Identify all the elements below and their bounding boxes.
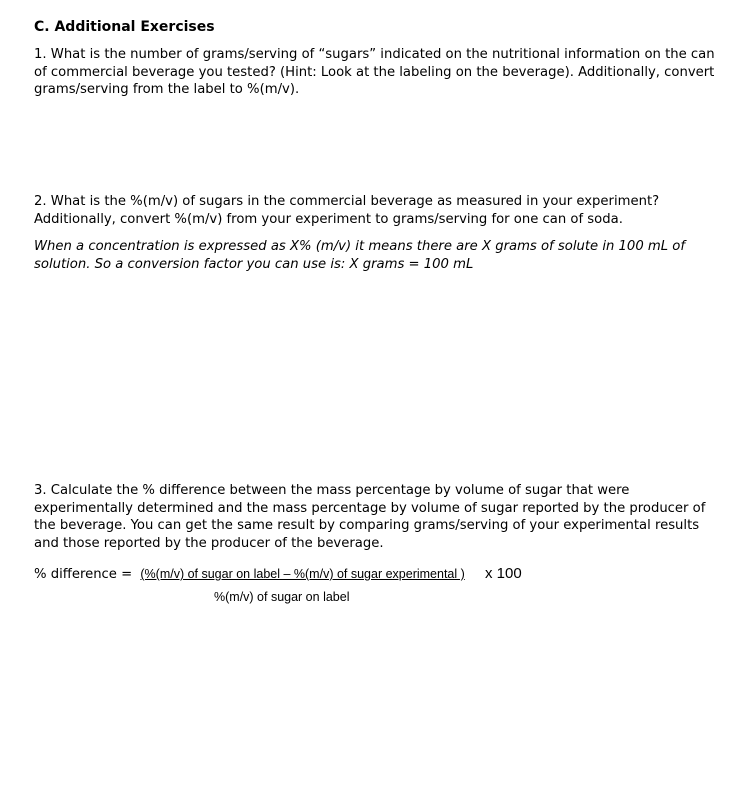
question-1-text: 1. What is the number of grams/serving of “sugars” indicated on the nutritional information on the can of commercial beverage you tested? (Hint: Look at the labeling on the beverage). Additionally, convert grams/serving from the label to %(m/v). — [34, 47, 715, 98]
formula-label: % difference = — [34, 567, 133, 582]
question-3-text: 3. Calculate the % difference between the mass percentage by volume of sugar that were experimentally determined and the mass percentage by volume of sugar reported by the producer of the beverage. You can get the same result by comparing grams/serving of your experimental results and those reported by the producer of the beverage. — [34, 483, 706, 551]
section-heading: C. Additional Exercises — [34, 19, 215, 35]
question-2-text: 2. What is the %(m/v) of sugars in the commercial beverage as measured in your experiment? Additionally, convert %(m/v) from your experiment to grams/serving for one can of soda. — [34, 194, 660, 227]
formula-numerator: (%(m/v) of sugar on label – %(m/v) of sugar experimental ) — [140, 567, 465, 581]
question-2-hint: When a concentration is expressed as X% (m/v) it means there are X grams of solute in 100 mL of solution. So a conversion factor you can use is: X grams = 100 mL — [34, 239, 685, 272]
percent-difference-formula — [34, 564, 522, 585]
formula-denominator: %(m/v) of sugar on label — [214, 590, 350, 604]
formula-multiplier: x 100 — [485, 565, 522, 582]
